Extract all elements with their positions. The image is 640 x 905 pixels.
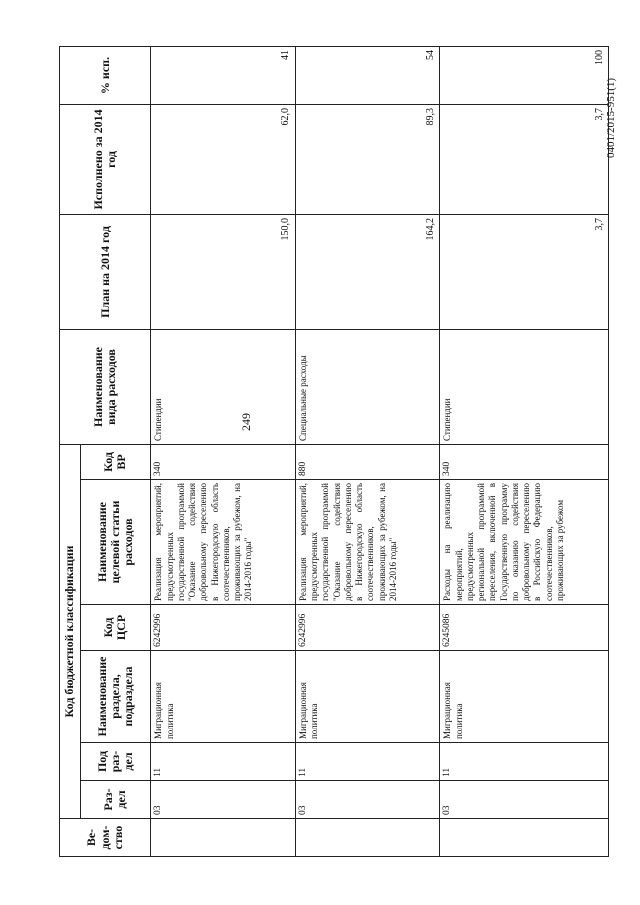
- cell-naimenovanie-celevoy: Реализация мероприятий, предусмотренных государственной программой "Оказание содействия добровольному переселению в Нижегородскую область соотечественников, проживающих за рубежом, на 2014-2016 годы": [151, 480, 296, 605]
- header-ispolneno: Исполнено за 2014 год: [60, 104, 151, 214]
- cell-percent: 100: [440, 46, 609, 104]
- cell-plan: 3,7: [440, 214, 609, 329]
- cell-ispolneno: 89,3: [295, 104, 440, 214]
- cell-razdel: 03: [295, 781, 440, 819]
- header-naimenovanie-celevoy: Наименование целевой статьи расходов: [80, 480, 151, 605]
- cell-vedomstvo: [295, 819, 440, 857]
- table-row: [440, 46, 609, 856]
- cell-ispolneno: 62,0: [151, 104, 296, 214]
- cell-plan: 164,2: [295, 214, 440, 329]
- cell-percent: 41: [151, 46, 296, 104]
- cell-podrazdel: 11: [295, 743, 440, 781]
- cell-kod-csr: 6242996: [295, 605, 440, 651]
- cell-podrazdel: 11: [440, 743, 609, 781]
- header-naimenovanie-razdela: Наименование раздела, подраздела: [80, 651, 151, 743]
- header-group-budget-classification: Код бюджетной классификации: [60, 444, 81, 818]
- cell-plan: 150,0: [151, 214, 296, 329]
- cell-naimenovanie-vida: Специальные расходы: [295, 329, 440, 444]
- budget-table-container: [59, 47, 609, 857]
- header-row-1: [60, 46, 81, 856]
- cell-kod-csr: 6245086: [440, 605, 609, 651]
- cell-kod-vr: 340: [151, 444, 296, 479]
- cell-percent: 54: [295, 46, 440, 104]
- cell-kod-csr: 6242996: [151, 605, 296, 651]
- cell-ispolneno: 3,7: [440, 104, 609, 214]
- budget-table: [59, 46, 609, 857]
- header-razdel: Раз-дел: [80, 781, 151, 819]
- table-row: [295, 46, 440, 856]
- cell-kod-vr: 340: [440, 444, 609, 479]
- table-row: [151, 46, 296, 856]
- cell-naimenovanie-celevoy: Расходы на реализацию мероприятий, предусмотренных региональной программой переселения, включенной в Государственную программу по оказанию содействия добровольному переселению в Российскую Федерацию соотечественников, проживающих за рубежом: [440, 480, 609, 605]
- cell-naimenovanie-celevoy: Реализация мероприятий, предусмотренных государственной программой "Оказание содействия добровольному переселению в Нижегородскую область соотечественников, проживающих за рубежом, на 2014-2016 годы": [295, 480, 440, 605]
- cell-kod-vr: 880: [295, 444, 440, 479]
- cell-naimenovanie-vida: Стипендии: [151, 329, 296, 444]
- header-plan: План на 2014 год: [60, 214, 151, 329]
- cell-naimenovanie-razdela: Миграционная политика: [295, 651, 440, 743]
- cell-vedomstvo: [440, 819, 609, 857]
- header-podrazdel: Под раз-дел: [80, 743, 151, 781]
- header-naimenovanie-vida: Наименование вида расходов: [60, 329, 151, 444]
- page-number: 249: [239, 413, 253, 431]
- document-code: 0401/2015-951(1): [605, 77, 617, 159]
- cell-naimenovanie-razdela: Миграционная политика: [440, 651, 609, 743]
- cell-naimenovanie-razdela: Миграционная политика: [151, 651, 296, 743]
- header-percent: % исп.: [60, 46, 151, 104]
- header-vedomstvo: Ве-дом-ство: [60, 819, 151, 857]
- cell-naimenovanie-vida: Стипендии: [440, 329, 609, 444]
- header-kod-vr: Код ВР: [80, 444, 151, 479]
- header-kod-csr: Код ЦСР: [80, 605, 151, 651]
- cell-razdel: 03: [440, 781, 609, 819]
- cell-podrazdel: 11: [151, 743, 296, 781]
- cell-vedomstvo: [151, 819, 296, 857]
- cell-razdel: 03: [151, 781, 296, 819]
